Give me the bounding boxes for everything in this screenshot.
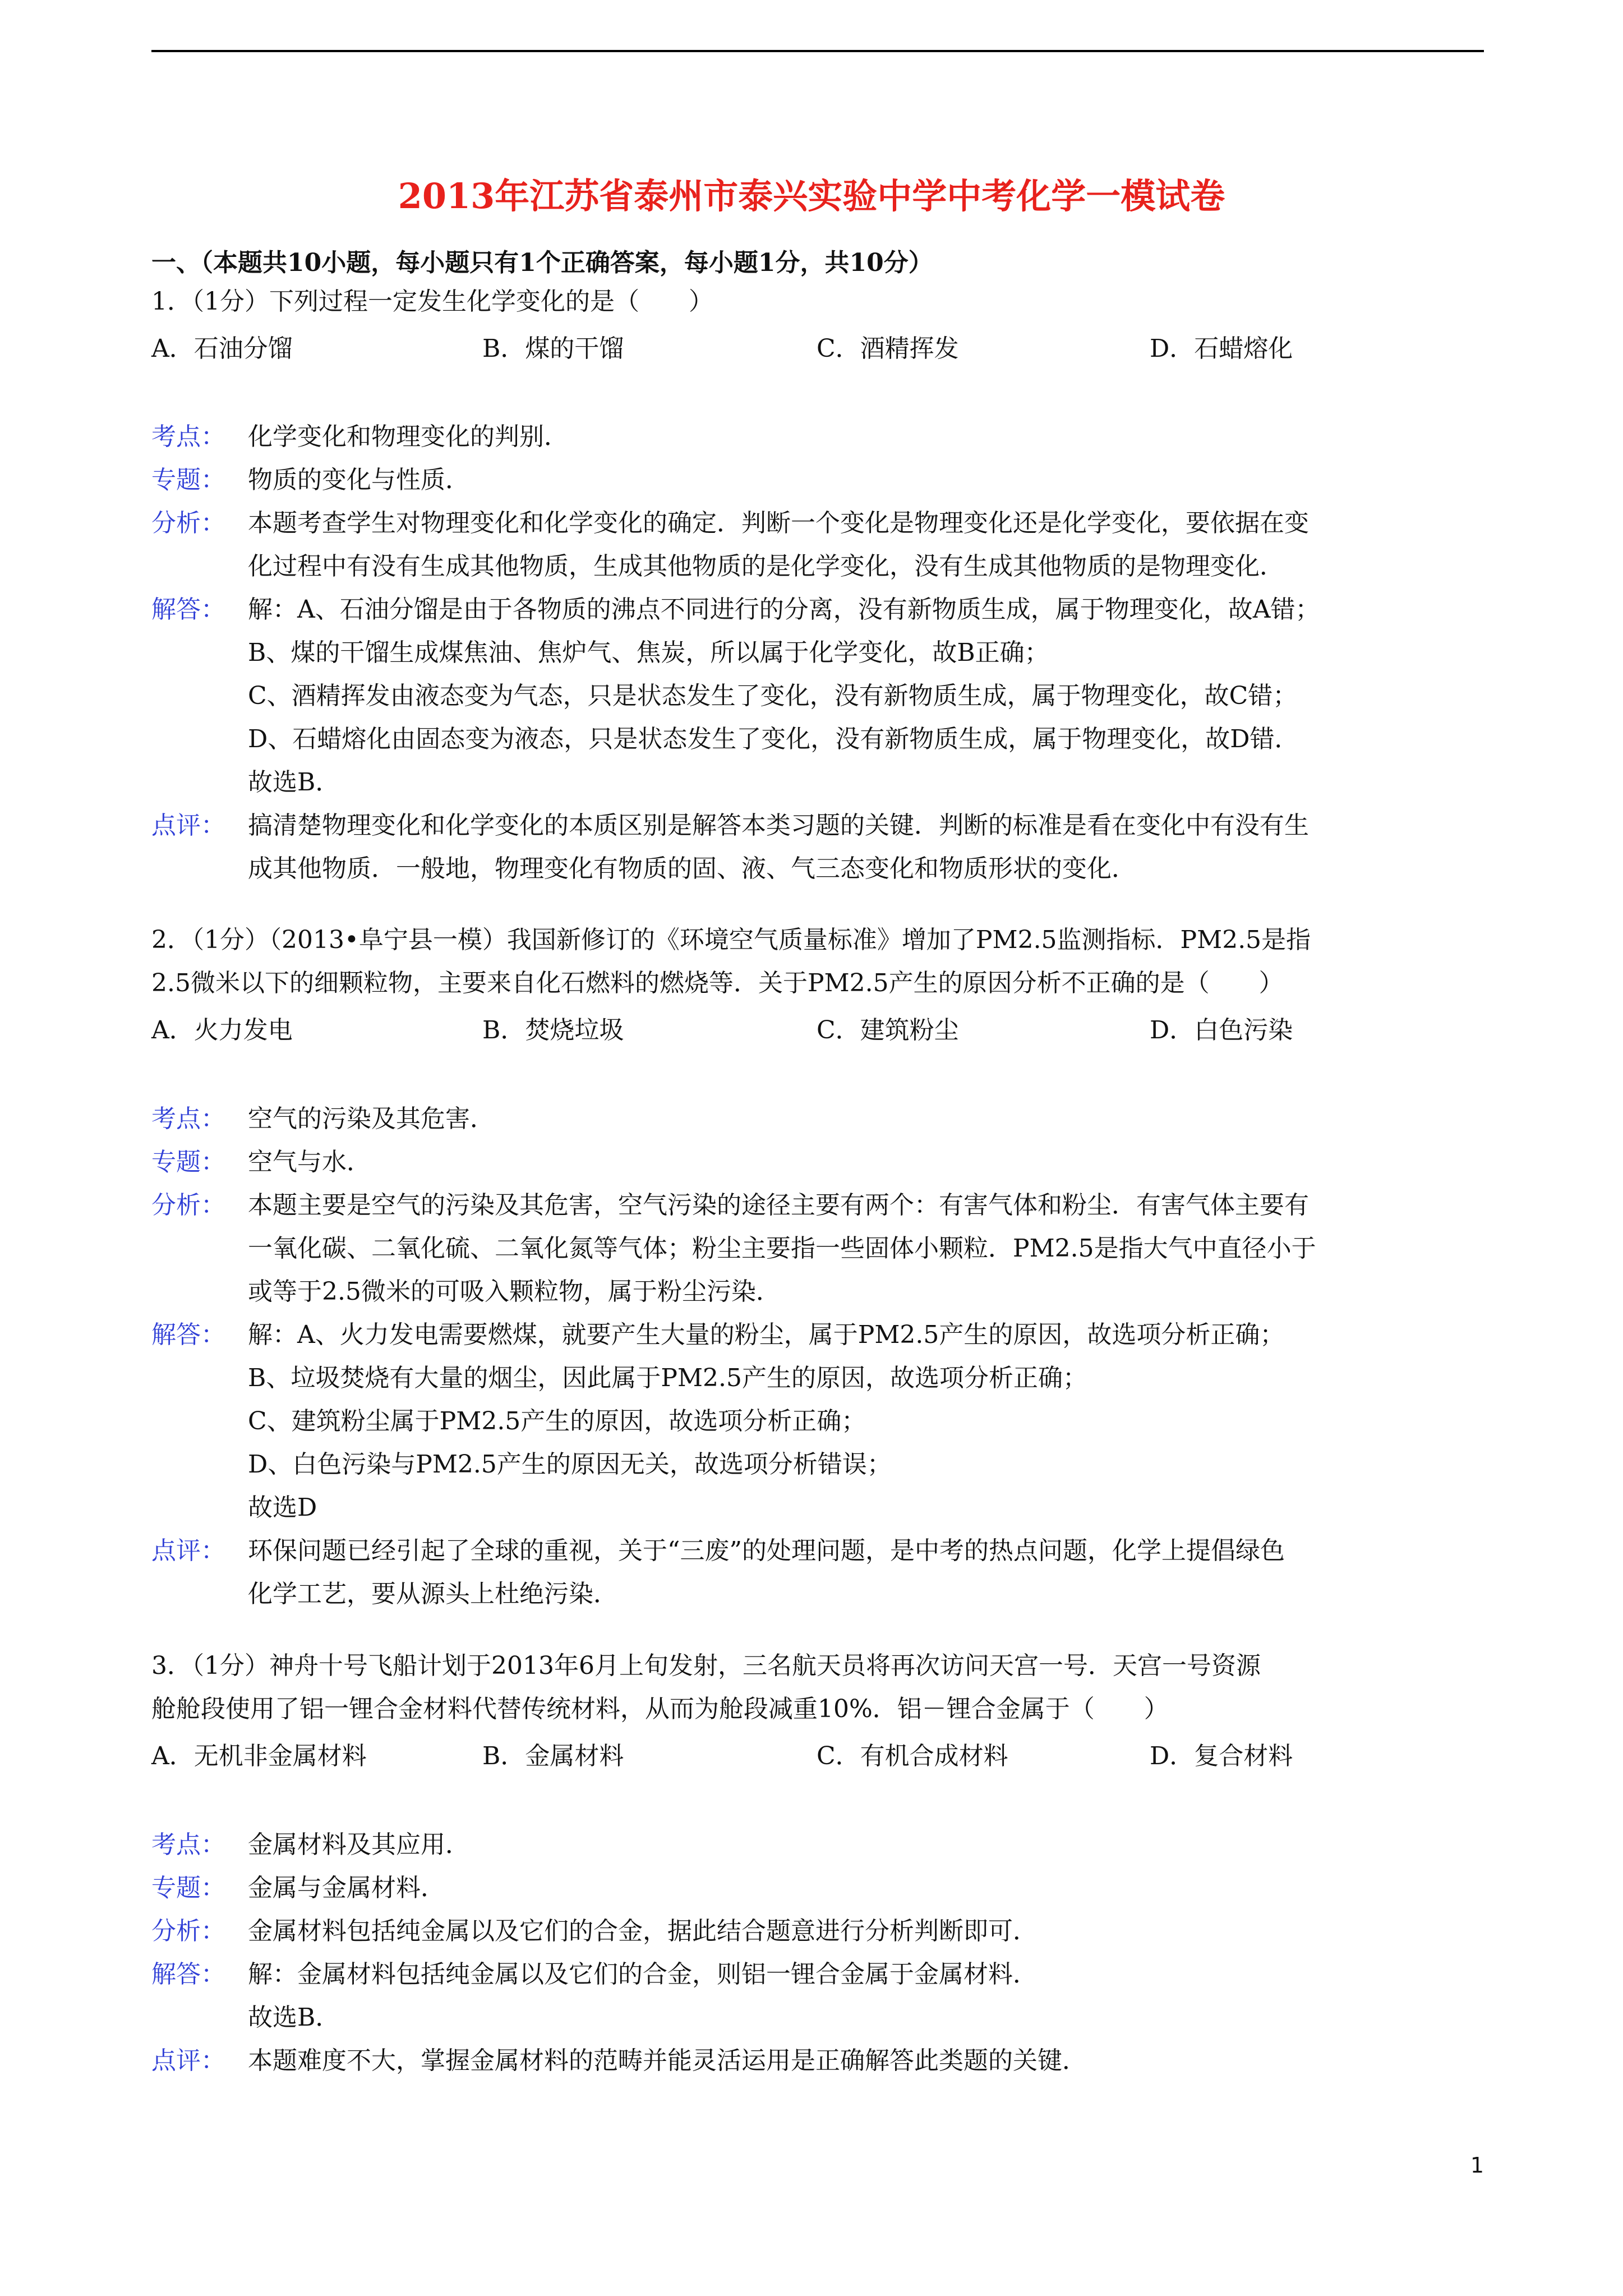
label-jieda: 解答： [151, 595, 225, 624]
jieda-line: D、石蜡熔化由固态变为液态，只是状态发生了变化，没有新物质生成，属于物理变化，故D错． [248, 725, 1299, 753]
label-kaodian: 考点： [151, 1105, 225, 1133]
jieda-line: 解：A、石油分馏是由于各物质的沸点不同进行的分离，没有新物质生成，属于物理变化，故A错； [248, 595, 1320, 624]
fenxi-line: 金属材料包括纯金属以及它们的合金，据此结合题意进行分析判断即可． [248, 1917, 1038, 1945]
option-b: B．焚烧垃圾 [482, 1016, 624, 1045]
fenxi-line: 本题主要是空气的污染及其危害，空气污染的途径主要有两个：有害气体和粉尘．有害气体主要有 [248, 1191, 1309, 1220]
jieda-line: 解：金属材料包括纯金属以及它们的合金，则铝一锂合金属于金属材料． [248, 1960, 1038, 1989]
fenxi-line: 化过程中有没有生成其他物质，生成其他物质的是化学变化，没有生成其他物质的是物理变化． [248, 552, 1284, 581]
option-a: A．无机非金属材料 [151, 1742, 367, 1770]
option-c: C．有机合成材料 [817, 1742, 1008, 1770]
jieda-line: 故选D [248, 1493, 317, 1522]
label-dianping: 点评： [151, 1536, 225, 1565]
option-c: C．酒精挥发 [817, 334, 959, 363]
jieda-line: 故选B． [248, 2003, 340, 2032]
zhuanti-text: 空气与水． [248, 1148, 371, 1176]
zhuanti-text: 物质的变化与性质． [248, 466, 470, 494]
fenxi-line: 或等于2.5微米的可吸入颗粒物，属于粉尘污染． [248, 1277, 781, 1306]
label-fenxi: 分析： [151, 509, 225, 537]
label-zhuanti: 专题： [151, 1874, 225, 1902]
dianping-line: 成其他物质．一般地，物理变化有物质的固、液、气三态变化和物质形状的变化． [248, 854, 1136, 883]
label-zhuanti: 专题： [151, 1148, 225, 1176]
section-header: 一、（本题共10小题，每小题只有1个正确答案，每小题1分，共10分） [151, 249, 933, 277]
jieda-line: C、酒精挥发由液态变为气态，只是状态发生了变化，没有新物质生成，属于物理变化，故C错； [248, 682, 1298, 710]
option-b: B．金属材料 [482, 1742, 624, 1770]
dianping-line: 环保问题已经引起了全球的重视，关于“三废”的处理问题，是中考的热点问题，化学上提倡绿色 [248, 1536, 1285, 1565]
jieda-line: B、煤的干馏生成煤焦油、焦炉气、焦炭，所以属于化学变化，故B正确； [248, 638, 1049, 667]
option-d: D．复合材料 [1150, 1742, 1293, 1770]
label-dianping: 点评： [151, 2046, 225, 2075]
page-number: 1 [1470, 2153, 1484, 2178]
dianping-line: 化学工艺，要从源头上杜绝污染． [248, 1580, 618, 1608]
option-b: B．煤的干馏 [482, 334, 624, 363]
jieda-line: 解：A、火力发电需要燃煤，就要产生大量的粉尘，属于PM2.5产生的原因，故选项分析正确； [248, 1320, 1285, 1349]
option-a: A．火力发电 [151, 1016, 293, 1045]
label-zhuanti: 专题： [151, 466, 225, 494]
fenxi-line: 一氧化碳、二氧化硫、二氧化氮等气体；粉尘主要指一些固体小颗粒．PM2.5是指大气中直径小于 [248, 1234, 1316, 1263]
jieda-line: D、白色污染与PM2.5产生的原因无关，故选项分析错误； [248, 1450, 892, 1479]
label-kaodian: 考点： [151, 422, 225, 451]
question-stem: 3．（1分）神舟十号飞船计划于2013年6月上旬发射，三名航天员将再次访问天宫一号．天宫一号资源 [151, 1651, 1261, 1680]
option-c: C．建筑粉尘 [817, 1016, 959, 1045]
label-fenxi: 分析： [151, 1191, 225, 1220]
question-stem: 2．（1分）（2013•阜宁县一模）我国新修订的《环境空气质量标准》增加了PM2.5监测指标．PM2.5是指 [151, 926, 1311, 954]
option-d: D．白色污染 [1150, 1016, 1293, 1045]
label-jieda: 解答： [151, 1960, 225, 1989]
jieda-line: 故选B． [248, 768, 340, 797]
option-d: D．石蜡熔化 [1150, 334, 1293, 363]
zhuanti-text: 金属与金属材料． [248, 1874, 445, 1902]
kaodian-text: 空气的污染及其危害． [248, 1105, 495, 1133]
fenxi-line: 本题考查学生对物理变化和化学变化的确定．判断一个变化是物理变化还是化学变化，要依据在变 [248, 509, 1309, 537]
label-dianping: 点评： [151, 811, 225, 840]
kaodian-text: 金属材料及其应用． [248, 1830, 470, 1859]
label-fenxi: 分析： [151, 1917, 225, 1945]
question-stem: 2.5微米以下的细颗粒物，主要来自化石燃料的燃烧等．关于PM2.5产生的原因分析不正确的是（ ） [151, 969, 1284, 997]
question-stem: 舱舱段使用了铝一锂合金材料代替传统材料，从而为舱段减重10%．铝－锂合金属于（ ） [151, 1695, 1169, 1723]
option-a: A．石油分馏 [151, 334, 293, 363]
dianping-line: 本题难度不大，掌握金属材料的范畴并能灵活运用是正确解答此类题的关键． [248, 2046, 1087, 2075]
document-title: 2013年江苏省泰州市泰兴实验中学中考化学一模试卷 [398, 176, 1225, 217]
header-rule [151, 50, 1484, 52]
label-jieda: 解答： [151, 1320, 225, 1349]
label-kaodian: 考点： [151, 1830, 225, 1859]
dianping-line: 搞清楚物理变化和化学变化的本质区别是解答本类习题的关键．判断的标准是看在变化中有没有生 [248, 811, 1309, 840]
jieda-line: C、建筑粉尘属于PM2.5产生的原因，故选项分析正确； [248, 1407, 866, 1435]
jieda-line: B、垃圾焚烧有大量的烟尘，因此属于PM2.5产生的原因，故选项分析正确； [248, 1364, 1087, 1392]
question-stem: 1．（1分）下列过程一定发生化学变化的是（ ） [151, 287, 713, 316]
kaodian-text: 化学变化和物理变化的判别． [248, 422, 569, 451]
